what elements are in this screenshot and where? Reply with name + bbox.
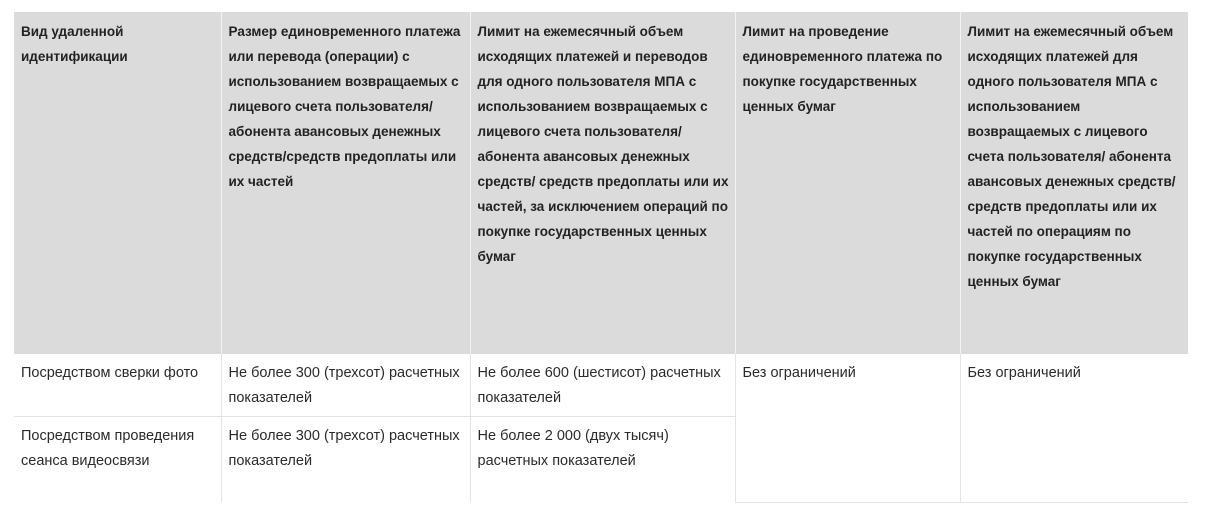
cell-method: Посредством сверки фото: [14, 354, 221, 417]
limits-table: [14, 12, 1188, 503]
cell-single-payment: Не более 300 (трехсот) расчетных показателей: [221, 417, 470, 503]
table-row: [14, 354, 1188, 417]
header-single-payment-size: Размер единовременного платежа или перевода (операции) с использованием возвращаемых с лицевого счета пользователя/абонента авансовых денежных средств/средств предоплаты или их частей: [221, 12, 470, 354]
cell-single-payment: Не более 300 (трехсот) расчетных показателей: [221, 354, 470, 417]
table-header-row: [14, 12, 1188, 354]
cell-monthly-limit: Не более 2 000 (двух тысяч) расчетных показателей: [470, 417, 735, 503]
cell-monthly-limit: Не более 600 (шестисот) расчетных показателей: [470, 354, 735, 417]
header-securities-monthly-limit: Лимит на ежемесячный объем исходящих платежей для одного пользователя МПА с использованием возвращаемых с лицевого счета пользователя/ абонента авансовых денежных средств/ средств предоплаты или их частей по операциям по покупке государственных ценных бумаг: [960, 12, 1188, 354]
cell-securities-single-limit: Без ограничений: [735, 354, 960, 502]
header-identification-type: Вид удаленной идентификации: [14, 12, 221, 354]
cell-securities-monthly-limit: Без ограничений: [960, 354, 1188, 502]
header-securities-single-limit: Лимит на проведение единовременного платежа по покупке государственных ценных бумаг: [735, 12, 960, 354]
header-monthly-outgoing-limit: Лимит на ежемесячный объем исходящих платежей и переводов для одного пользователя МПА с использованием возвращаемых с лицевого счета пользователя/абонента авансовых денежных средств/ средств предоплаты или их частей, за исключением операций по покупке государственных ценных бумаг: [470, 12, 735, 354]
cell-method: Посредством проведения сеанса видеосвязи: [21, 428, 195, 469]
